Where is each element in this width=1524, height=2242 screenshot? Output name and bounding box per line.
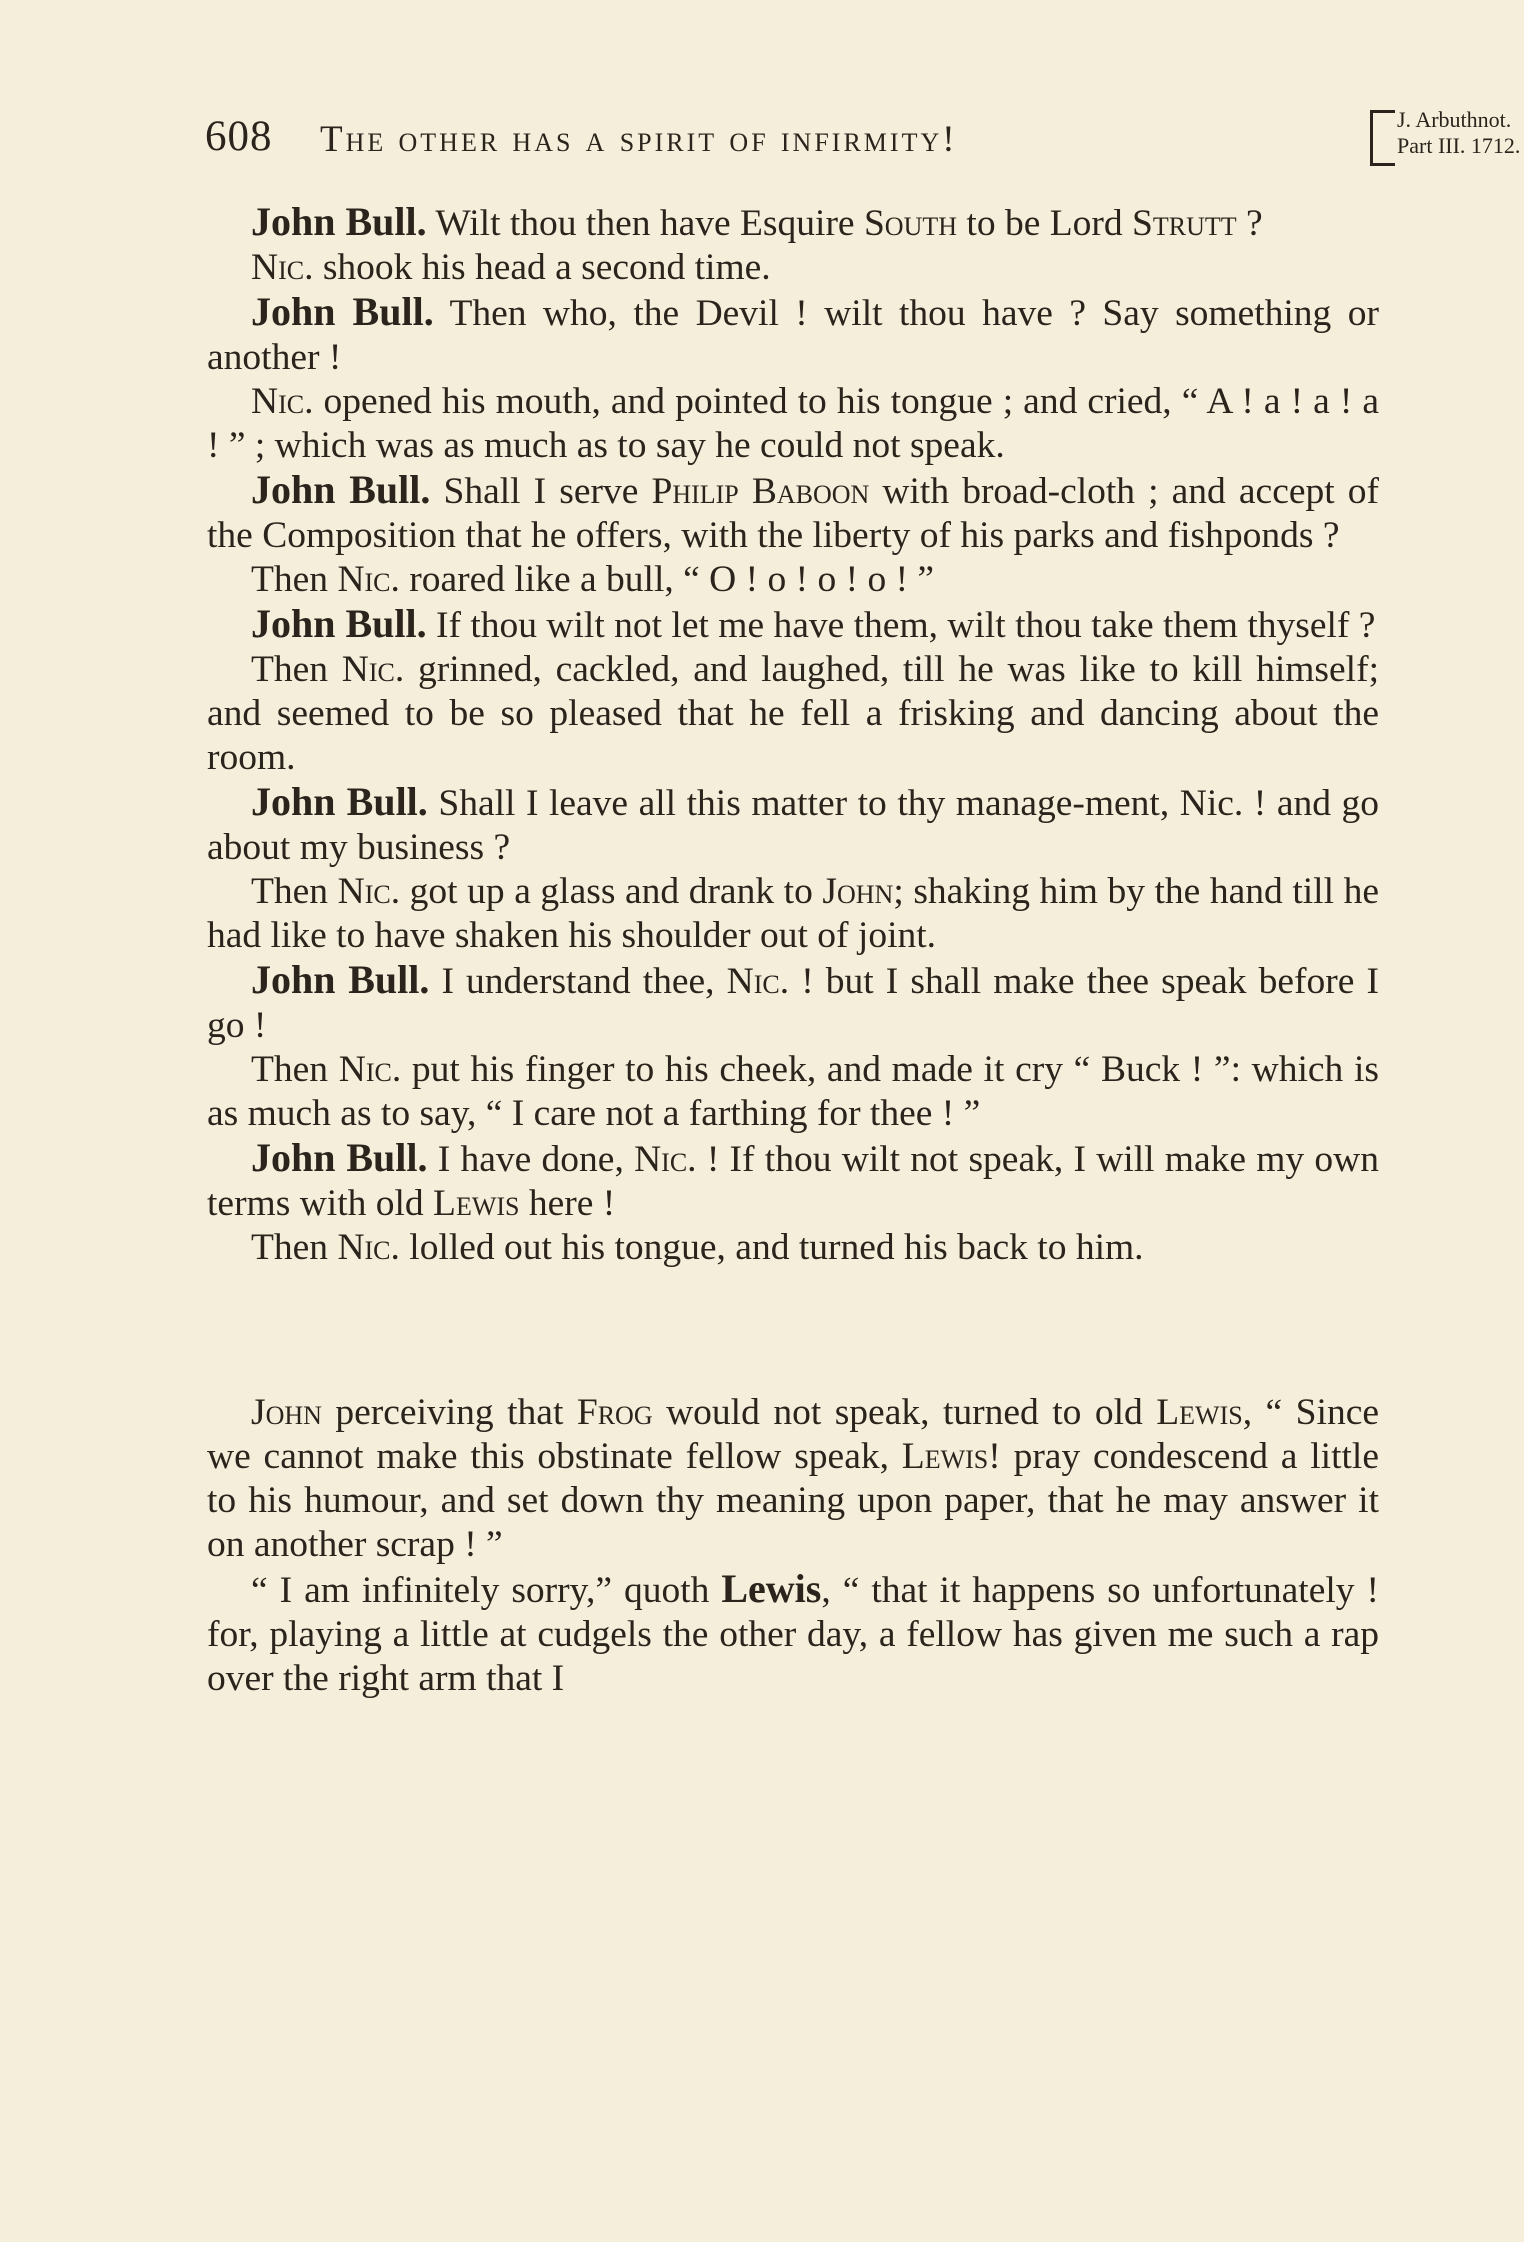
smallcaps-name: Lewis xyxy=(433,1183,520,1224)
paragraph xyxy=(207,1136,1379,1226)
smallcaps-name: Nic. xyxy=(337,559,400,600)
text-run: grinned, cackled, and laughed, till he was like to kill himself; and seemed to be so pleased that he fell a frisking and dancing about the room. xyxy=(207,649,1379,778)
speaker-name: John Bull. xyxy=(251,199,427,244)
speaker-name: John Bull. xyxy=(251,289,434,334)
text-run: I understand thee, xyxy=(429,961,727,1002)
speaker-name: John Bull. xyxy=(251,957,430,1002)
paragraph xyxy=(207,246,1379,290)
text-run: here ! xyxy=(519,1183,616,1224)
body-text xyxy=(207,200,1379,1701)
text-run: Shall I leave all this matter to thy manage-ment, Nic. ! and go about my business ? xyxy=(207,783,1379,868)
text-run: Shall I serve xyxy=(430,471,652,512)
text-run: ! but I shall make thee speak before I go ! xyxy=(207,961,1379,1046)
paragraph xyxy=(207,648,1379,780)
paragraph xyxy=(207,558,1379,602)
text-run: ! pray condescend a little to his humour, and set down thy meaning upon paper, that he may answer it on another scrap ! ” xyxy=(207,1436,1379,1565)
text-run: Then xyxy=(251,1227,338,1268)
smallcaps-name: Lewis xyxy=(1156,1392,1243,1433)
text-run: to be Lord xyxy=(957,203,1132,244)
paragraph xyxy=(207,468,1379,558)
running-header xyxy=(205,107,1521,168)
running-title: The other has a spirit of infirmity! xyxy=(320,119,958,160)
smallcaps-name: John xyxy=(251,1392,322,1433)
paragraph xyxy=(207,1226,1379,1270)
paragraph xyxy=(207,870,1379,958)
text-run: Then xyxy=(251,649,342,690)
smallcaps-name: Strutt xyxy=(1132,203,1237,244)
text-run: Then xyxy=(251,871,338,912)
smallcaps-name: Nic. xyxy=(251,381,314,422)
text-run: If thou wilt not let me have them, wilt thou take them thyself ? xyxy=(426,605,1376,646)
text-run: Wilt thou then have Esquire xyxy=(426,203,864,244)
text-run: got up a glass and drank to xyxy=(400,871,823,912)
smallcaps-name: Nic. xyxy=(338,1049,402,1090)
text-run: I have done, xyxy=(427,1139,635,1180)
header-bracket xyxy=(1370,110,1395,166)
text-run: put his finger to his cheek, and made it cry “ Buck ! ”: which is as much as to say, “ I care not a farthing for thee ! ” xyxy=(207,1049,1379,1134)
text-run: opened his mouth, and pointed to his tongue ; and cried, “ A ! a ! a ! a ! ” ; which was as much as to say he could not speak. xyxy=(207,381,1379,466)
paragraph xyxy=(207,380,1379,468)
paragraph xyxy=(207,1391,1379,1567)
text-run: , “ Since we cannot make this obstinate fellow speak, xyxy=(207,1392,1379,1477)
text-run: Then xyxy=(251,1049,339,1090)
paragraph xyxy=(207,602,1379,648)
smallcaps-name: Nic. xyxy=(726,961,790,1002)
paragraph xyxy=(207,1048,1379,1136)
smallcaps-name: Frog xyxy=(576,1392,653,1433)
text-run: ; shaking him by the hand till he had like to have shaken his shoulder out of joint. xyxy=(207,871,1379,956)
speaker-name: John Bull. xyxy=(251,601,427,646)
smallcaps-name: John xyxy=(822,871,894,912)
paragraph xyxy=(207,200,1379,246)
speaker-name: John Bull. xyxy=(251,467,431,512)
text-run: would not speak, turned to old xyxy=(652,1392,1157,1433)
smallcaps-name: Nic. xyxy=(634,1139,697,1180)
smallcaps-name: Nic. xyxy=(337,871,401,912)
paragraph xyxy=(207,780,1379,870)
header-part: Part III. 1712. xyxy=(1397,133,1521,158)
smallcaps-name: Nic. xyxy=(341,649,405,690)
smallcaps-name: Nic. xyxy=(251,247,314,288)
smallcaps-name: South xyxy=(863,203,958,244)
text-run: roared like a bull, “ O ! o ! o ! o ! ” xyxy=(399,559,935,600)
speaker-name: John Bull. xyxy=(251,779,428,824)
smallcaps-name: Lewis xyxy=(901,1436,989,1477)
speaker-name: John Bull. xyxy=(251,1135,428,1180)
text-run: ! If thou wilt not speak, I will make my own terms with old xyxy=(207,1139,1380,1224)
text-run: shook his head a second time. xyxy=(313,247,771,288)
smallcaps-name: Nic. xyxy=(337,1227,400,1268)
text-run: ? xyxy=(1236,203,1263,244)
paragraph xyxy=(207,1567,1379,1701)
text-run: “ I am infinitely sorry,” quoth xyxy=(251,1570,722,1611)
smallcaps-name: Philip Baboon xyxy=(651,471,870,512)
text-run: perceiving that xyxy=(321,1392,577,1433)
speaker-name: Lewis xyxy=(721,1566,822,1611)
text-run: , “ that it happens so unfortunately ! for, playing a little at cudgels the other day, a fellow has given me such a rap over the right arm that I xyxy=(207,1570,1379,1699)
header-author: J. Arbuthnot. xyxy=(1397,107,1512,132)
paragraph xyxy=(207,958,1379,1048)
text-run: with broad-cloth ; and accept of the Composition that he offers, with the liberty of his parks and fishponds ? xyxy=(207,471,1379,556)
paragraph xyxy=(207,290,1379,380)
text-run: Then who, the Devil ! wilt thou have ? Say something or another ! xyxy=(207,293,1379,378)
text-run: lolled out his tongue, and turned his back to him. xyxy=(399,1227,1144,1268)
text-run: Then xyxy=(251,559,338,600)
page-number: 608 xyxy=(205,113,273,160)
